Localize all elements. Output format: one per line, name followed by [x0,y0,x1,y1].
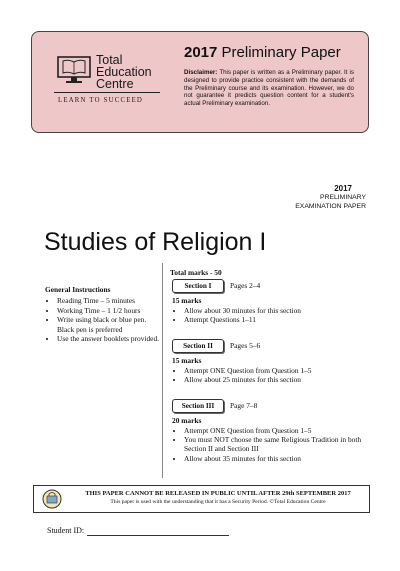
student-id-field[interactable] [87,535,229,536]
disclaimer: Disclaimer: This paper is written as a Preliminary paper. It is designed to provide practice consistent with the demands of the Preliminary course and its examination. However, we do not guarantee it predicts question content for a student's actual Preliminary examination. [184,69,354,108]
security-notice-headline: THIS PAPER CANNOT BE RELEASED IN PUBLIC UNTIL AFTER 29th SEPTEMBER 2017 [85,490,351,497]
exam-year-block: 2017 PRELIMINARY EXAMINATION PAPER [295,184,366,210]
section-3-bullets [172,426,374,463]
list-item: • Allow about 30 minutes for this section [184,306,374,315]
section-2-bullets [172,366,374,384]
monitor-book-icon [56,56,92,84]
instruction-item: • Write using black or blue pen. Black pen is preferred [57,315,159,334]
section-2-marks: 15 marks [172,356,202,365]
list-item: • Attempt Questions 1–11 [184,315,374,324]
section-3-pages: Page 7–8 [230,401,258,410]
section-3-marks: 20 marks [172,416,202,425]
list-item: • You must NOT choose the same Religious Tradition in both Section II and Section III [184,435,374,453]
section-3-label: Section III [172,399,224,413]
instruction-item: • Working Time – 1 1/2 hours [57,306,159,315]
instruction-item: • Use the answer booklets provided. [57,334,159,343]
list-item: • Allow about 25 minutes for this section [184,375,374,384]
total-marks: Total marks - 50 [170,268,222,277]
paper-title: 2017 Preliminary Paper [184,44,341,61]
logo [52,52,162,108]
instruction-item: • Reading Time – 5 minutes [57,296,159,305]
security-notice-text: This paper is used with the understanding that it has a Security Period. ©Total Education Centre [110,499,326,505]
logo-tagline: LEARN TO SUCCEED [58,97,144,104]
section-2-pages: Pages 5–6 [230,341,261,350]
section-1-label: Section I [172,279,224,293]
section-2-label: Section II [172,339,224,353]
general-instructions [45,285,159,343]
section-1-pages: Pages 2–4 [230,281,261,290]
section-1-bullets [172,306,374,324]
student-id-label: Student ID: [47,526,85,535]
list-item: • Attempt ONE Question from Question 1–5 [184,366,374,375]
logo-divider [54,92,160,93]
list-item: • Attempt ONE Question from Question 1–5 [184,426,374,435]
seal-icon [42,489,62,509]
security-notice [33,485,370,513]
page-title: Studies of Religion I [44,228,267,256]
list-item: • Allow about 35 minutes for this section [184,454,374,463]
logo-text: Total Education Centre [96,53,152,91]
column-divider [162,263,163,478]
section-1-marks: 15 marks [172,296,202,305]
general-instructions-heading: General Instructions [45,285,111,294]
